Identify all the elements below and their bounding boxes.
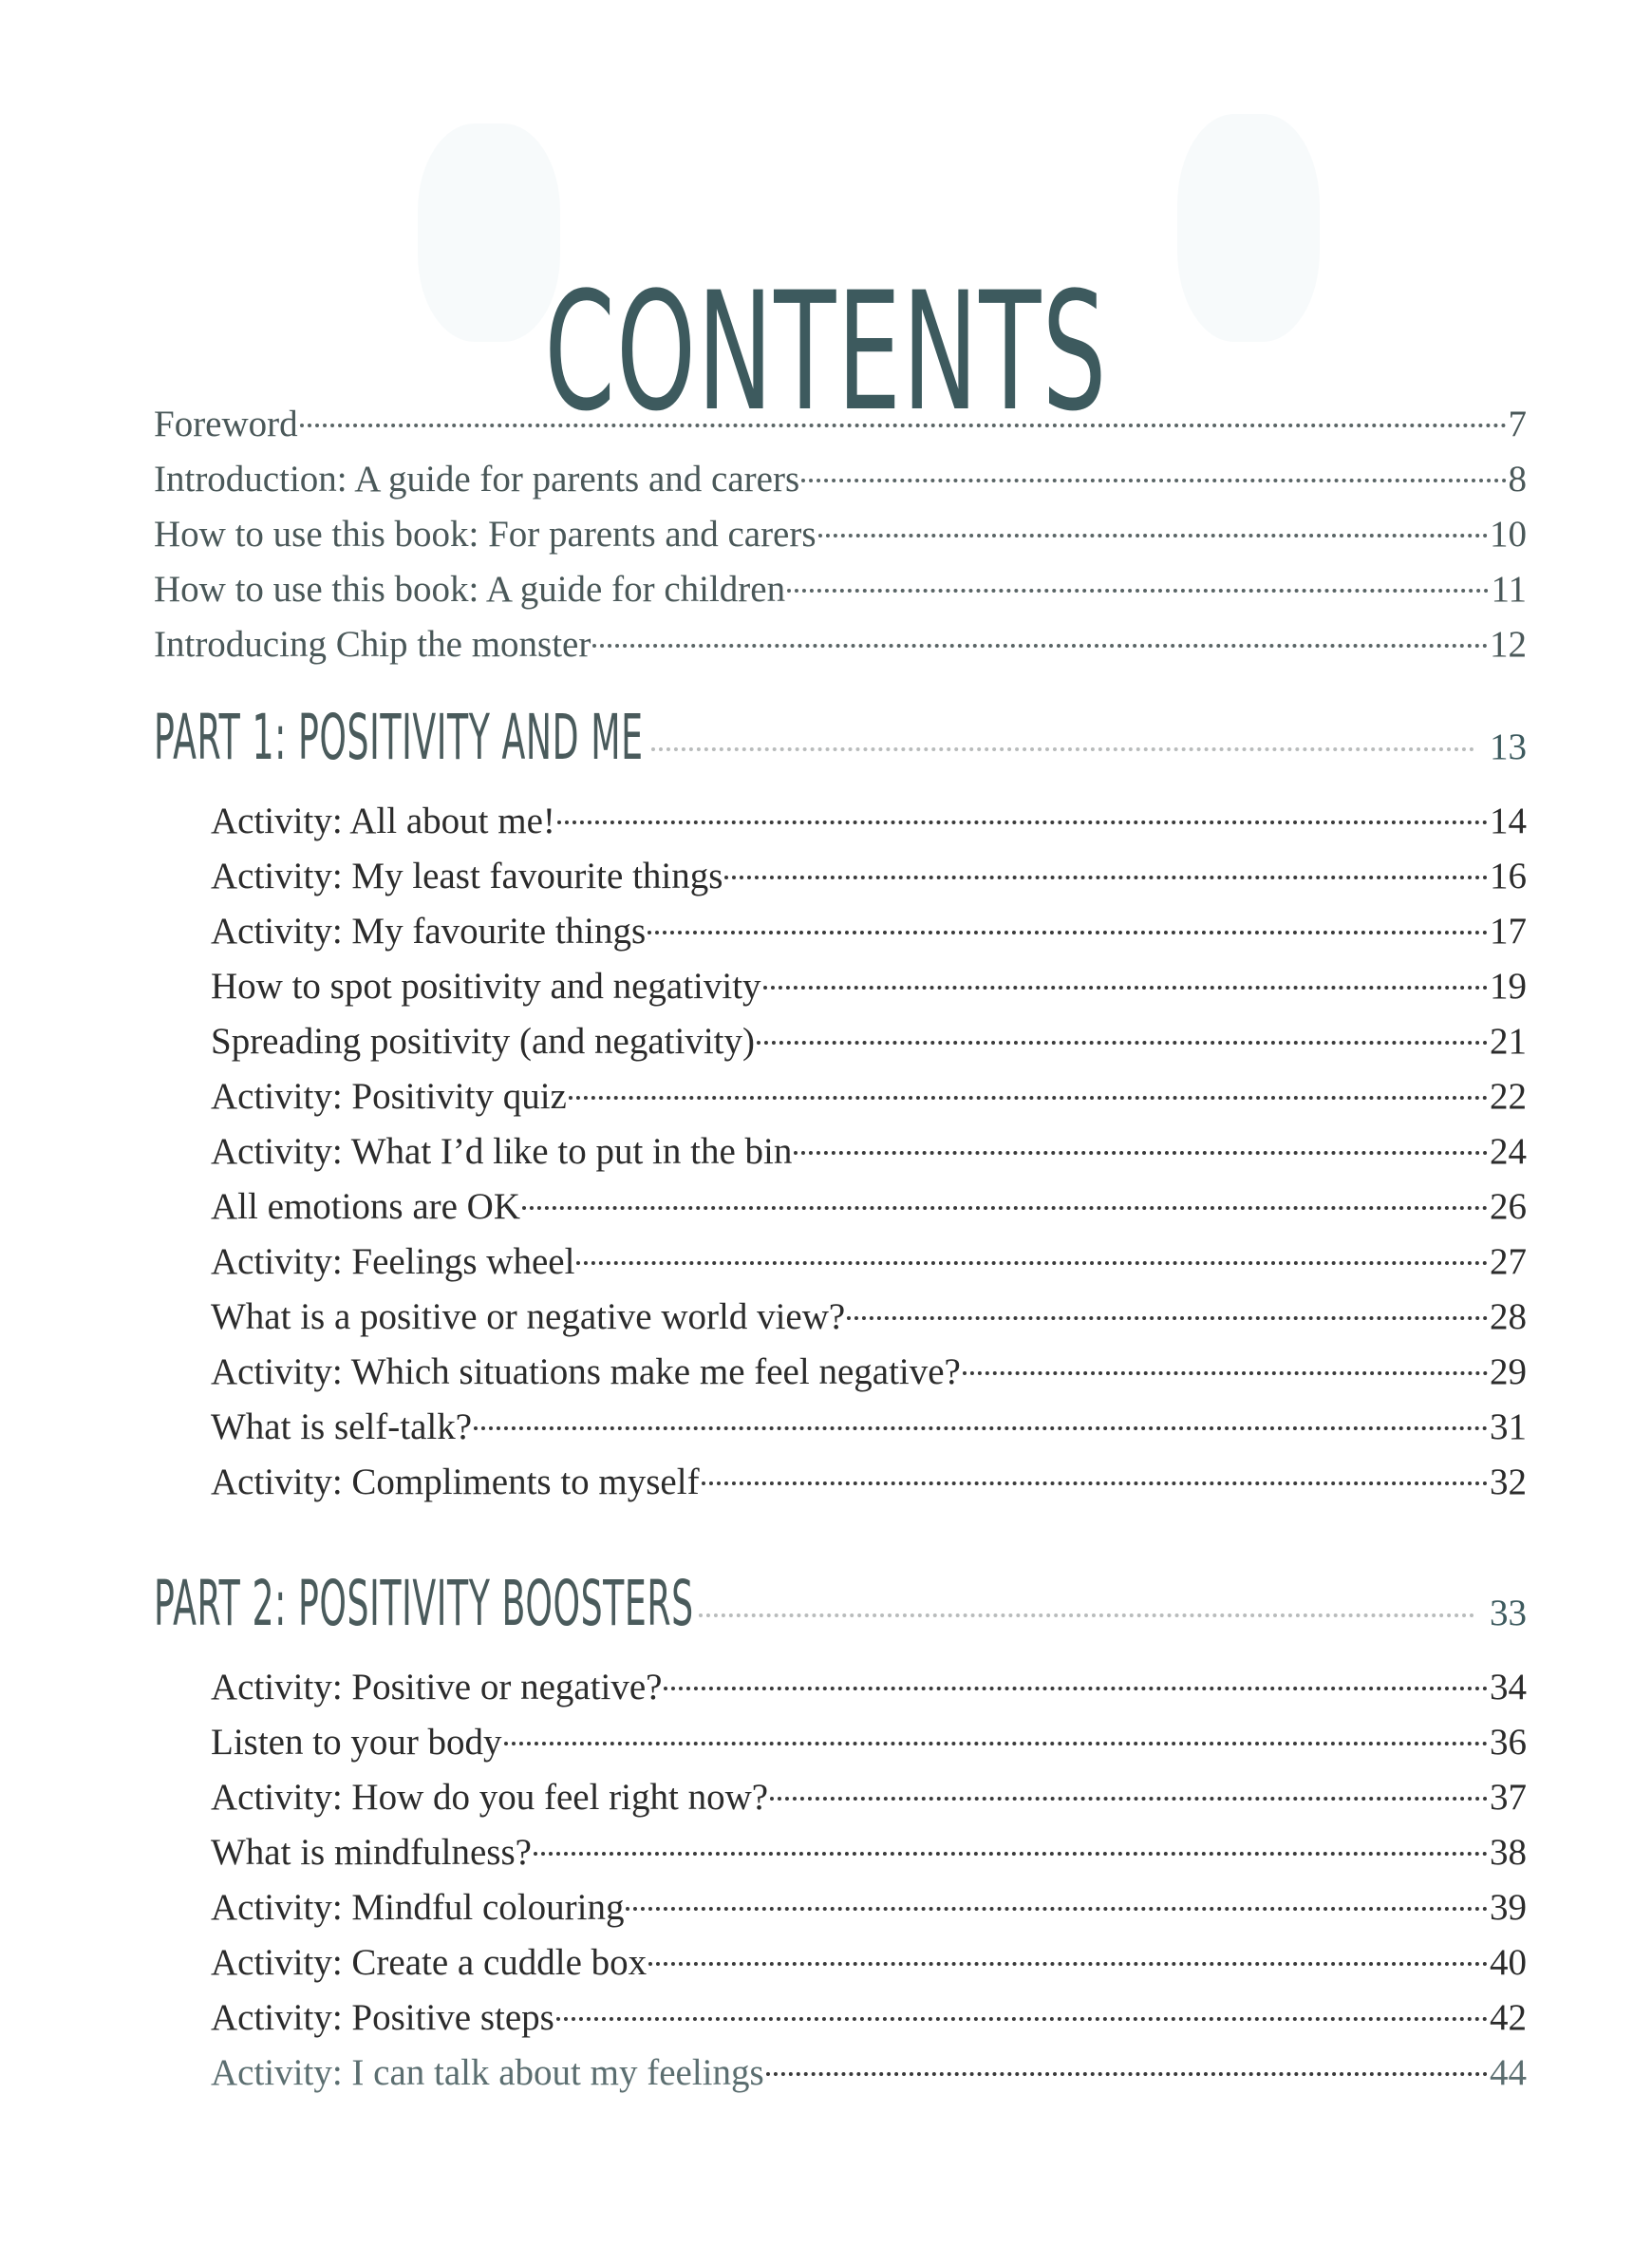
toc-entry[interactable] [154, 1770, 1527, 1825]
entry-label: Introduction: A guide for parents and carers [154, 459, 800, 500]
dot-leader [699, 1613, 1474, 1617]
dot-leader [474, 1426, 1488, 1430]
entry-page-number: 29 [1490, 1351, 1527, 1392]
entry-label: Activity: Positivity quiz [211, 1076, 567, 1117]
page-title: CONTENTS [544, 256, 1108, 448]
entry-page-number: 39 [1490, 1887, 1527, 1928]
entry-label: What is a positive or negative world view? [211, 1296, 846, 1337]
toc-entry[interactable] [154, 1014, 1527, 1069]
entry-label: Introducing Chip the monster [154, 624, 591, 665]
dot-leader [801, 479, 1506, 482]
dot-leader [702, 1481, 1488, 1485]
entry-page-number: 36 [1490, 1722, 1527, 1763]
dot-leader [818, 534, 1488, 538]
toc-entry[interactable] [154, 849, 1527, 904]
toc-entry[interactable] [154, 1345, 1527, 1400]
entry-label: Activity: Feelings wheel [211, 1241, 575, 1282]
entry-label: Activity: My favourite things [211, 911, 647, 952]
entry-page-number: 16 [1490, 856, 1527, 896]
entry-label: Foreword [154, 404, 298, 444]
entry-page-number: 11 [1491, 569, 1527, 610]
toc-entry[interactable] [154, 1400, 1527, 1455]
dot-leader [794, 1151, 1488, 1155]
entry-label: Activity: My least favourite things [211, 856, 723, 896]
toc-entry[interactable] [154, 1990, 1527, 2046]
toc-entry[interactable] [154, 1179, 1527, 1235]
toc-entry-introduction[interactable] [154, 452, 1527, 507]
entry-label: Activity: Positive steps [211, 1997, 554, 2038]
entry-page-number: 37 [1490, 1777, 1527, 1818]
entry-label: Activity: Positive or negative? [211, 1667, 663, 1707]
dot-leader [569, 1096, 1488, 1100]
toc-entry[interactable] [154, 2046, 1527, 2101]
entry-label: How to spot positivity and negativity [211, 966, 761, 1007]
entry-page-number: 42 [1490, 1997, 1527, 2038]
entry-label: Spreading positivity (and negativity) [211, 1021, 755, 1062]
dot-leader [504, 1742, 1488, 1745]
entry-label: What is mindfulness? [211, 1832, 532, 1873]
toc-entry-introducing-chip[interactable] [154, 617, 1527, 672]
entry-label: Activity: Compliments to myself [211, 1462, 700, 1502]
entry-page-number: 8 [1508, 459, 1527, 500]
front-matter-list [154, 397, 1527, 672]
dot-leader [300, 424, 1507, 427]
toc-entry[interactable] [154, 794, 1527, 849]
entry-page-number: 27 [1490, 1241, 1527, 1282]
part-2-section [154, 1567, 1527, 2101]
entry-label: Activity: Create a cuddle box [211, 1942, 648, 1983]
part-page-number: 33 [1490, 1593, 1527, 1633]
entry-label: Listen to your body [211, 1722, 502, 1763]
toc-entry-how-to-use-parents[interactable] [154, 507, 1527, 562]
dot-leader [724, 876, 1488, 879]
dot-leader [556, 2017, 1488, 2021]
entry-label: Activity: What I’d like to put in the bin [211, 1131, 793, 1172]
entry-page-number: 40 [1490, 1942, 1527, 1983]
entry-page-number: 7 [1508, 404, 1527, 444]
entry-label: How to use this book: A guide for children [154, 569, 786, 610]
dot-leader [766, 2072, 1488, 2076]
dot-leader [592, 644, 1488, 648]
dot-leader [648, 1962, 1488, 1966]
part-heading-label: PART 1: POSITIVITY AND ME [154, 701, 644, 774]
dot-leader [648, 931, 1488, 934]
dot-leader [847, 1316, 1488, 1320]
toc-entry-foreword[interactable] [154, 397, 1527, 452]
entry-page-number: 34 [1490, 1667, 1527, 1707]
entry-page-number: 28 [1490, 1296, 1527, 1337]
entry-page-number: 10 [1490, 514, 1527, 555]
part-1-heading[interactable] [154, 701, 1527, 786]
entry-label: All emotions are OK [211, 1186, 521, 1227]
dot-leader [763, 986, 1488, 990]
part-page-number: 13 [1490, 726, 1527, 767]
toc-entry[interactable] [154, 1290, 1527, 1345]
toc-entry[interactable] [154, 959, 1527, 1014]
toc-entry-how-to-use-children[interactable] [154, 562, 1527, 617]
toc-entry[interactable] [154, 1715, 1527, 1770]
toc-entry[interactable] [154, 1660, 1527, 1715]
entry-page-number: 31 [1490, 1406, 1527, 1447]
entry-page-number: 26 [1490, 1186, 1527, 1227]
entry-label: How to use this book: For parents and carers [154, 514, 817, 555]
dot-leader [664, 1687, 1488, 1690]
entry-page-number: 19 [1490, 966, 1527, 1007]
entry-page-number: 17 [1490, 911, 1527, 952]
entry-page-number: 44 [1490, 2052, 1527, 2093]
toc-entry[interactable] [154, 904, 1527, 959]
entry-page-number: 38 [1490, 1832, 1527, 1873]
entry-page-number: 21 [1490, 1021, 1527, 1062]
entry-page-number: 32 [1490, 1462, 1527, 1502]
part-heading-label: PART 2: POSITIVITY BOOSTERS [154, 1567, 694, 1640]
dot-leader [757, 1041, 1488, 1045]
part-1-entries [154, 794, 1527, 1510]
part-1-section [154, 701, 1527, 1510]
toc-entry[interactable] [154, 1825, 1527, 1880]
dot-leader [963, 1371, 1488, 1375]
toc-entry[interactable] [154, 1880, 1527, 1935]
dot-leader [770, 1797, 1488, 1801]
entry-page-number: 24 [1490, 1131, 1527, 1172]
entry-page-number: 12 [1490, 624, 1527, 665]
entry-label: What is self-talk? [211, 1406, 473, 1447]
toc-entry[interactable] [154, 1935, 1527, 1990]
toc-entry[interactable] [154, 1235, 1527, 1290]
dot-leader [557, 821, 1488, 824]
entry-label: Activity: All about me! [211, 801, 555, 841]
entry-page-number: 22 [1490, 1076, 1527, 1117]
dot-leader [626, 1907, 1488, 1911]
part-2-entries [154, 1660, 1527, 2101]
entry-label: Activity: How do you feel right now? [211, 1777, 769, 1818]
entry-label: Activity: Which situations make me feel negative? [211, 1351, 961, 1392]
dot-leader [534, 1852, 1488, 1856]
toc-entry[interactable] [154, 1455, 1527, 1510]
dot-leader [651, 747, 1474, 751]
entry-label: Activity: I can talk about my feelings [211, 2052, 764, 2093]
part-2-heading[interactable] [154, 1567, 1527, 1652]
entry-label: Activity: Mindful colouring [211, 1887, 625, 1928]
dot-leader [787, 589, 1489, 593]
dot-leader [576, 1261, 1488, 1265]
toc-entry[interactable] [154, 1124, 1527, 1179]
entry-page-number: 14 [1490, 801, 1527, 841]
dot-leader [522, 1206, 1488, 1210]
toc-entry[interactable] [154, 1069, 1527, 1124]
